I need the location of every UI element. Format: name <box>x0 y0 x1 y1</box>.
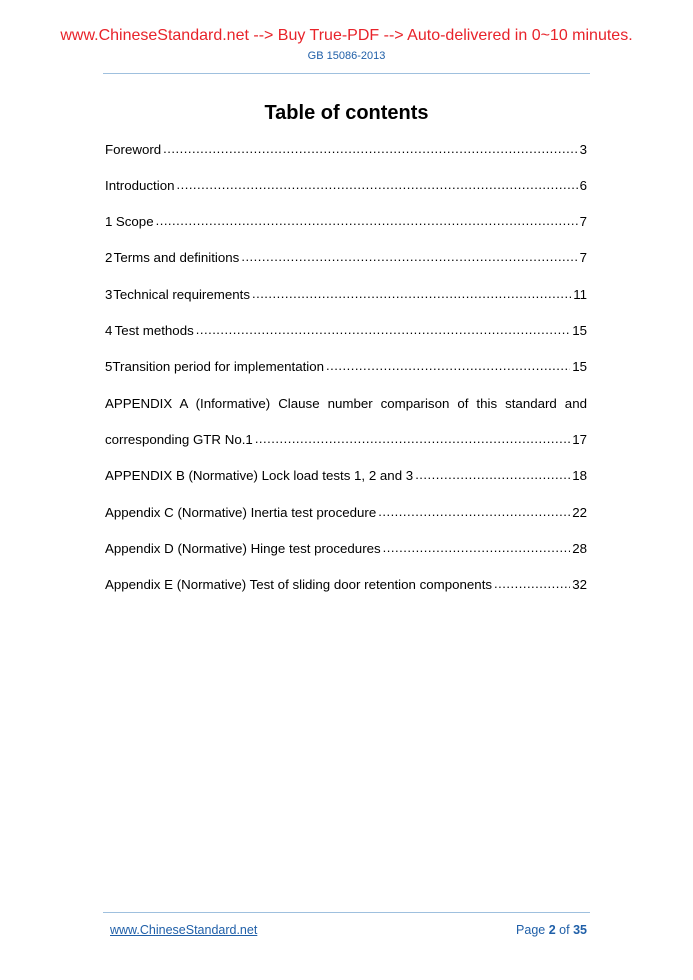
dot-leader <box>176 176 577 194</box>
toc-entry-appendix-b[interactable] <box>105 467 587 485</box>
toc-entry-label: Terms and definitions <box>113 250 240 265</box>
footer-divider <box>103 912 590 913</box>
toc-entry-number: 3 <box>105 287 113 302</box>
dot-leader <box>156 212 578 230</box>
toc-entry-transition-period[interactable] <box>105 358 587 376</box>
toc-entry-label: Transition period for implementation <box>112 359 325 374</box>
toc-entry-page: 11 <box>573 287 587 302</box>
toc-entry-appendix-e[interactable] <box>105 576 587 594</box>
toc-entry-introduction[interactable] <box>105 177 587 195</box>
page-current: 2 <box>548 923 556 937</box>
toc-entry-label: Appendix E (Normative) Test of sliding door retention components <box>105 577 493 592</box>
toc-entry-label: Technical requirements <box>113 287 250 302</box>
toc-entry-foreword[interactable] <box>105 141 587 159</box>
toc-entry-page: 32 <box>572 577 587 592</box>
toc-entry-label: corresponding GTR No.1 <box>105 432 253 447</box>
toc-entry-appendix-d[interactable] <box>105 540 587 558</box>
toc-entry-label: Introduction <box>105 178 175 193</box>
toc-entry-number: 5 <box>105 359 113 374</box>
dot-leader <box>415 466 570 484</box>
dot-leader <box>255 430 570 448</box>
toc-entry-label: Appendix D (Normative) Hinge test procedures <box>105 541 381 556</box>
page-prefix: Page <box>516 923 546 937</box>
dot-leader <box>241 248 577 266</box>
toc-entry-page: 18 <box>572 468 587 483</box>
toc-entry-page: 6 <box>579 178 587 193</box>
header-divider <box>103 73 590 74</box>
toc-entry-test-methods[interactable] <box>105 322 587 340</box>
dot-leader <box>252 285 571 303</box>
toc-entry-number: 1 <box>105 214 113 229</box>
toc-entry-number: 2 <box>105 250 113 265</box>
dot-leader <box>163 140 577 158</box>
toc-entry-page: 7 <box>579 250 587 265</box>
toc-entry-terms[interactable] <box>105 249 587 267</box>
page-total: 35 <box>573 923 587 937</box>
toc-entry-appendix-c[interactable] <box>105 504 587 522</box>
standard-code: GB 15086-2013 <box>307 50 386 62</box>
toc-entry-appendix-a[interactable] <box>105 431 587 449</box>
dot-leader <box>378 503 570 521</box>
toc-entry-page: 28 <box>572 541 587 556</box>
banner-text: www.ChineseStandard.net --> Buy True-PDF --> Auto-delivered in 0~10 minutes. <box>60 27 633 44</box>
dot-leader <box>196 321 570 339</box>
toc-entry-appendix-a-line1[interactable] <box>105 395 587 413</box>
toc-entry-label: Foreword <box>105 142 162 157</box>
toc-entry-label: Test methods <box>114 323 194 338</box>
toc-entry-page: 3 <box>579 142 587 157</box>
toc-entry-label: APPENDIX B (Normative) Lock load tests 1, 2 and 3 <box>105 468 414 483</box>
toc-entry-label: APPENDIX A (Informative) Clause number comparison of this standard and <box>105 396 587 411</box>
dot-leader <box>326 357 570 375</box>
toc-entry-page: 7 <box>579 214 587 229</box>
toc-entry-technical-requirements[interactable] <box>105 286 587 304</box>
toc-entry-number: 4 <box>105 323 113 338</box>
dot-leader <box>494 575 570 593</box>
dot-leader <box>383 539 571 557</box>
footer-website-link[interactable]: www.ChineseStandard.net <box>110 923 258 937</box>
page-number <box>516 923 587 937</box>
toc-entry-page: 15 <box>572 359 587 374</box>
page-title: Table of contents <box>264 102 429 124</box>
toc-entry-page: 17 <box>572 432 587 447</box>
page-of: of <box>559 923 570 937</box>
toc-entry-label: Scope <box>115 214 154 229</box>
toc-entry-page: 15 <box>572 323 587 338</box>
toc-entry-scope[interactable] <box>105 213 587 231</box>
toc-entry-page: 22 <box>572 505 587 520</box>
toc-entry-label: Appendix C (Normative) Inertia test procedure <box>105 505 377 520</box>
